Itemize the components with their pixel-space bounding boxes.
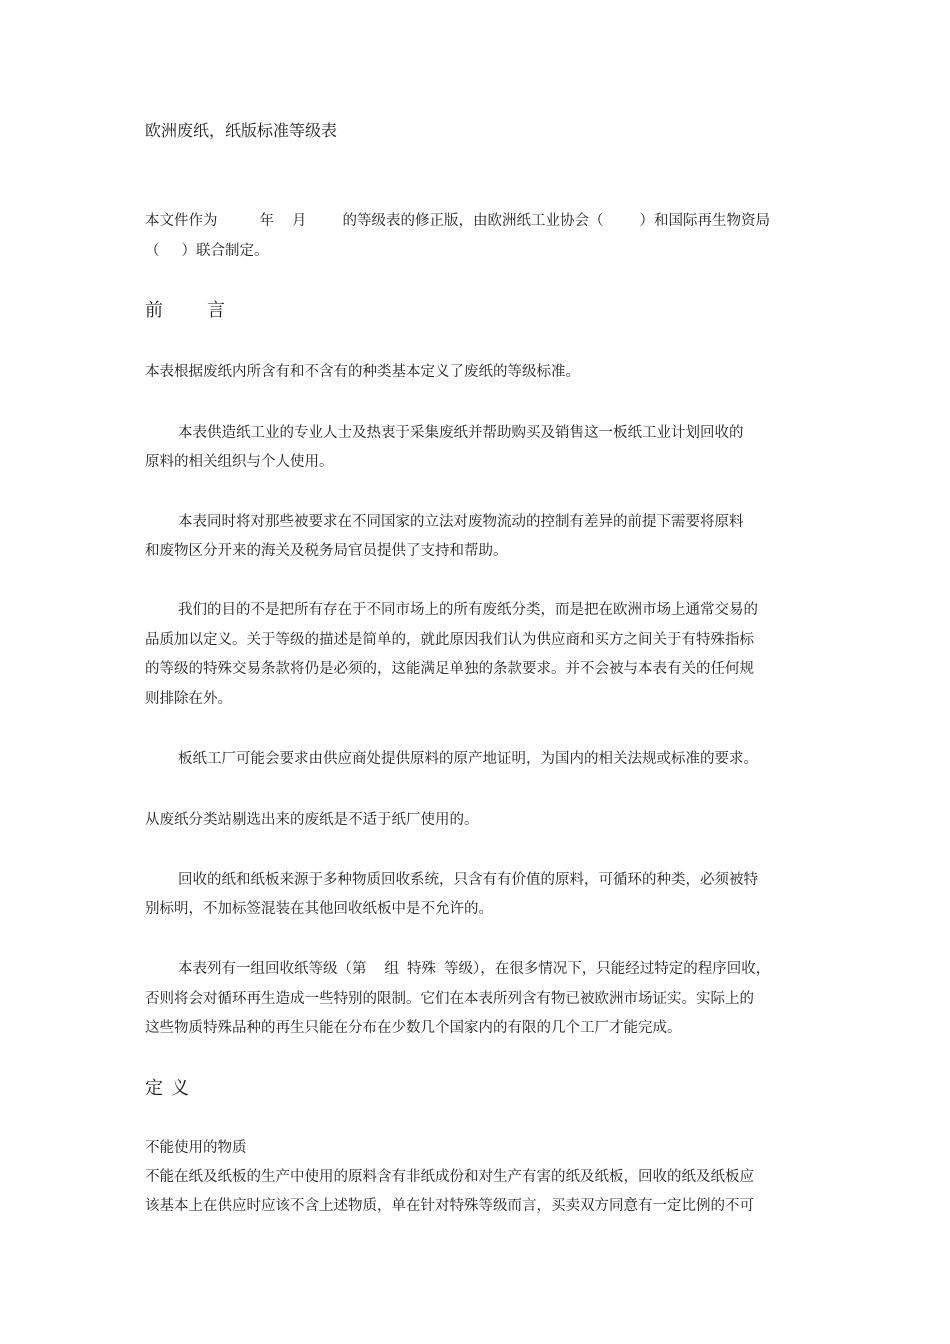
paragraph-line: 本表同时将对那些被要求在不同国家的立法对废物流动的控制有差异的前提下需要将原料 bbox=[178, 514, 744, 530]
paragraph-line: 回收的纸和纸板来源于多种物质回收系统，只含有有价值的原料，可循环的种类，必须被特 bbox=[178, 872, 758, 888]
preface-heading-char: 言 bbox=[207, 300, 225, 321]
paragraph-line: 板纸工厂可能会要求由供应商处提供原料的原产地证明，为国内的相关法规或标准的要求。 bbox=[178, 751, 758, 767]
paragraph-line: 品质加以定义。关于等级的描述是简单的，就此原因我们认为供应商和买方之间关于有特殊指标 bbox=[145, 632, 754, 648]
intro-text: 的等级表的修正版，由欧洲纸工业协会（ bbox=[342, 213, 604, 229]
paragraph-line: 这些物质特殊品种的再生只能在分布在少数几个国家内的有限的几个工厂才能完成。 bbox=[145, 1020, 682, 1036]
intro-text: （ bbox=[145, 243, 160, 259]
preface-heading-char: 前 bbox=[145, 300, 163, 321]
intro-text: ）和国际再生物资局 bbox=[639, 213, 770, 229]
paragraph-text: 本表列有一组回收纸等级（第 bbox=[178, 961, 367, 977]
unusable-subtitle: 不能使用的物质 bbox=[145, 1140, 247, 1156]
intro-text: 本文件作为 bbox=[145, 213, 218, 229]
paragraph-text: 特殊 bbox=[407, 961, 436, 977]
paragraph-line: 否则将会对循环再生造成一些特别的限制。它们在本表所列含有物已被欧洲市场证实。实际上的 bbox=[145, 991, 754, 1007]
paragraph-line bbox=[178, 959, 770, 979]
paragraph-line: 本表供造纸工业的专业人士及热衷于采集废纸并帮助购买及销售这一板纸工业计划回收的 bbox=[178, 425, 744, 441]
paragraph-line: 该基本上在供应时应该不含上述物质，单在针对特殊等级而言，买卖双方同意有一定比例的不可 bbox=[145, 1198, 754, 1214]
paragraph-line: 和废物区分开来的海关及税务局官员提供了支持和帮助。 bbox=[145, 543, 508, 559]
paragraph-line: 别标明，不加标签混装在其他回收纸板中是不允许的。 bbox=[145, 901, 493, 917]
paragraph-line: 则排除在外。 bbox=[145, 691, 232, 707]
definition-heading-char: 义 bbox=[171, 1078, 189, 1099]
paragraph-text: 等级），在很多情况下，只能经过特定的程序回收， bbox=[444, 961, 771, 977]
document-title: 欧洲废纸，纸版标准等级表 bbox=[145, 121, 338, 140]
paragraph-line: 原料的相关组织与个人使用。 bbox=[145, 454, 334, 470]
paragraph-line: 我们的目的不是把所有存在于不同市场上的所有废纸分类，而是把在欧洲市场上通常交易的 bbox=[178, 602, 758, 618]
intro-line-1 bbox=[145, 211, 770, 231]
definition-heading-char: 定 bbox=[145, 1078, 163, 1099]
definition-heading bbox=[145, 1074, 189, 1100]
intro-year: 年 bbox=[259, 213, 274, 229]
paragraph-line: 的等级的特殊交易条款将仍是必须的，这能满足单独的条款要求。并不会被与本表有关的任何规 bbox=[145, 661, 754, 677]
paragraph-line: 从废纸分类站剔选出来的废纸是不适于纸厂使用的。 bbox=[145, 812, 479, 828]
preface-heading bbox=[145, 296, 225, 322]
paragraph-line: 不能在纸及纸板的生产中使用的原料含有非纸成份和对生产有害的纸及纸板，回收的纸及纸板应 bbox=[145, 1169, 754, 1185]
paragraph-text: 组 bbox=[384, 961, 399, 977]
paragraph-line: 本表根据废纸内所含有和不含有的种类基本定义了废纸的等级标准。 bbox=[145, 364, 580, 380]
intro-line-2 bbox=[145, 241, 269, 261]
intro-text: ）联合制定。 bbox=[181, 243, 269, 259]
intro-month: 月 bbox=[292, 213, 307, 229]
